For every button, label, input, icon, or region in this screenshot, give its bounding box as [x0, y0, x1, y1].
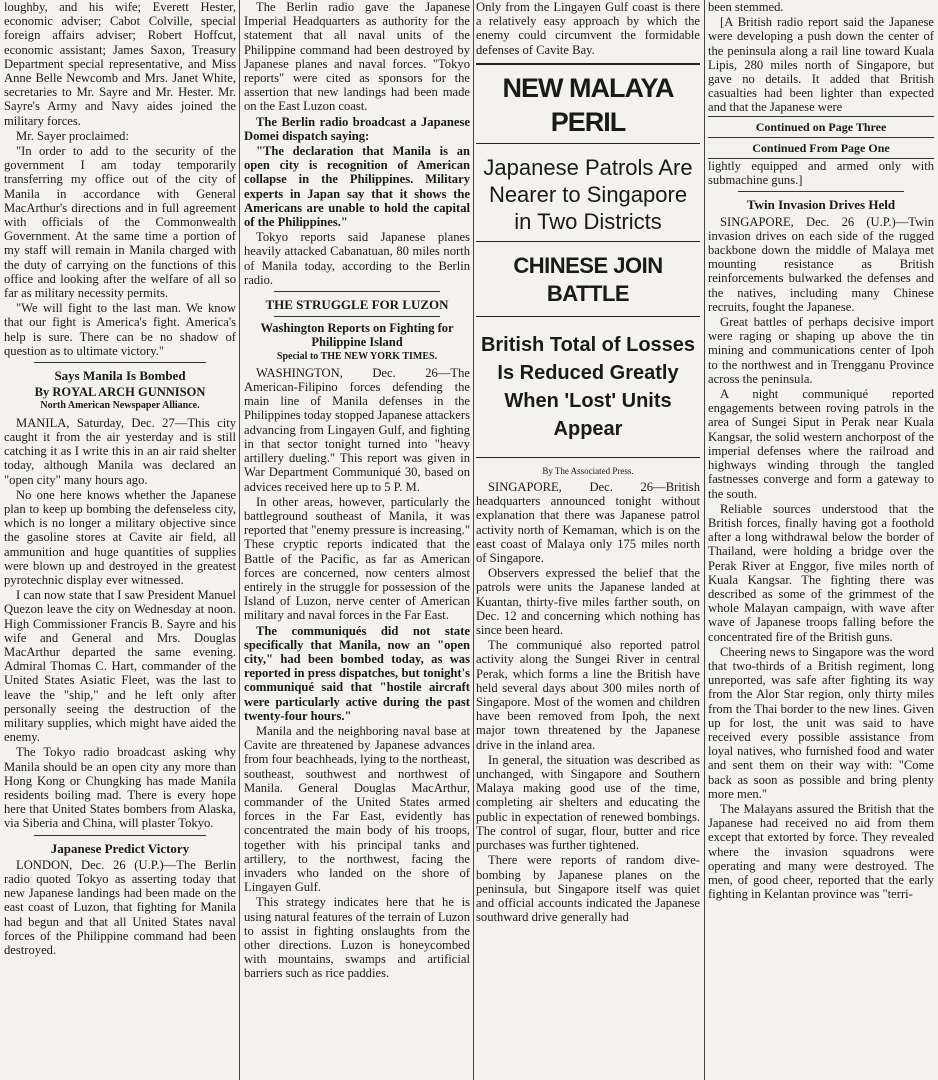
- paragraph: The communiqué also reported patrol activity along the Sungei River in central Perak, which forms a line the British have held several days about 300 miles north of Singapore. Most of the women and children have been removed from Ipoh, the next major town threatened by the Japanese drive in the inland area.: [476, 638, 700, 752]
- story-headline: Washington Reports on Fighting for Philippine Island: [260, 321, 454, 350]
- paragraph: There were reports of random dive-bombing by Japanese planes on the peninsula, but Singapore itself was quiet and official accounts indicated the Japanese southward drive generally had: [476, 853, 700, 925]
- paragraph: The Berlin radio broadcast a Japanese Domei dispatch saying:: [244, 114, 470, 143]
- story-headline: Says Manila Is Bombed: [54, 368, 186, 384]
- paragraph: In other areas, however, particularly the battleground southeast of Manila, it was reported that "enemy pressure is increasing." These cryptic reports indicated that the Battle of the Pacific, as far as American forces are concerned, now centers almost entirely in the struggle for possession of the Island of Luzon, nerve center of American military and naval forces in the Far East.: [244, 494, 470, 623]
- paragraph: Tokyo reports said Japanese planes heavily attacked Cabanatuan, 80 miles north of Manila today, according to the Berlin radio.: [244, 230, 470, 287]
- paragraph: I can now state that I saw President Manuel Quezon leave the city on Wednesday at noon. High Commissioner Francis B. Sayre and his wife and General and Mrs. Douglas MacArthur departed the same evening. Admiral Thomas C. Hart, commander of the United States Asiatic Fleet, was the last to leave the "ship," and he left only after personally seeing the destruction of the military supplies, which might have aided the enemy.: [4, 588, 236, 745]
- section-headline: THE STRUGGLE FOR LUZON: [265, 297, 449, 313]
- agency-credit: Special to THE NEW YORK TIMES.: [276, 350, 438, 362]
- paragraph: Reliable sources understood that the British forces, finally having got a foothold after a long withdrawal below the border of Thailand, were holding a bridge over the Perak River at Enggor, five miles north of Kuala Kangsar. The fighting there was described as some of the grimmest of the whole Malayan campaign, with wave after wave of Japanese troops falling before the concentrated fire of the British guns.: [708, 501, 934, 644]
- paragraph: Mr. Sayer proclaimed:: [16, 128, 129, 143]
- paragraph: loughby, and his wife; Everett Hester, economic adviser; Cabot Colville, special foreign affairs adviser; Robert Hoffcut, economic assistant; James Saxon, Treasury Department special representative, and Miss Anne Belle Newcomb and Mrs. Janet White, secretaries to Mr. Sayre and Mr. Hester. Mr. Sayre's Army and Navy aides joined the military forces.: [4, 0, 236, 128]
- paragraph: "In order to add to the security of the government I am today temporarily transferring my office out of the city of Manila in accordance with General MacArthur's directions and in full agreement with officials of the Commonwealth Government. At the same time a portion of my staff will remain in Manila charged with the duty of carrying on the functions of this office and looking after the welfare of all so far as military necessity permits.: [4, 144, 236, 301]
- paragraph: Manila and the neighboring naval base at Cavite are threatened by Japanese advances from four beachheads, lying to the northeast, southeast, southwest and northwest of Manila. General Douglas MacArthur, commander of the United States armed forces in the Far East, evidently has concentrated the main body of his troops, together with his principal tanks and artillery, to the northwest, facing the invaders who landed on the shore of Lingayen Gulf.: [244, 723, 470, 895]
- agency-credit: North American Newspaper Alliance.: [40, 400, 200, 412]
- paragraph: lightly equipped and armed only with submachine guns.]: [708, 159, 934, 188]
- paragraph: "We will fight to the last man. We know that our fight is America's fight. America's help is sure. There can be no shadow of question as to ultimate victory.": [4, 301, 236, 358]
- column-rule: [239, 0, 240, 1080]
- agency-credit: By The Associated Press.: [542, 465, 634, 476]
- story-headline: Japanese Predict Victory: [50, 840, 190, 856]
- paragraph: been stemmed.: [708, 0, 784, 14]
- column-3: [476, 0, 700, 925]
- paragraph: Cheering news to Singapore was the word that two-thirds of a British regiment, long unreported, was safe after fighting its way from the Alor Star region, only thirty miles from the Thai border to the new lines. Given up for lost, the unit was said to have received every possible assistance from loyal natives, who furnished food and water and sent them on their way with: "Come back as soon as possible and bring plenty more men.": [708, 644, 934, 801]
- column-1: [4, 0, 236, 958]
- divider: [738, 191, 904, 192]
- jump-line: Continued From Page One: [708, 138, 934, 159]
- paragraph: SINGAPORE, Dec. 26 (U.P.)—Twin invasion drives on each side of the rugged backbone down the middle of Malaya met mounting resistance as British reinforcements bulwarked the defenses and the natives, including many Chinese recruits, fought the Japanese.: [708, 214, 934, 314]
- paragraph: Great battles of perhaps decisive import were raging or shaping up above the tin mining and communications center of Ipoh to the northwest and in Trengganu Province across the peninsula.: [708, 315, 934, 386]
- paragraph: "The declaration that Manila is an open city is recognition of American collapse in the Philippines. Military experts in Japan say that it shows the Americans are unable to hold the capital of the Philippines.": [244, 144, 470, 230]
- column-4: [708, 0, 934, 902]
- paragraph: [A British radio report said the Japanese were developing a push down the center of the peninsula along a rail line toward Kuala Lipis, 280 miles north of Singapore, but gave no details. It added that British casualties had been lighter than expected and that the Japanese were: [708, 15, 934, 115]
- column-rule: [473, 0, 474, 1080]
- paragraph: Observers expressed the belief that the patrols were units the Japanese landed at Kuantan, thirty-five miles farther south, on Dec. 12 and concerning which nothing has since been heard.: [476, 566, 700, 638]
- paragraph: No one here knows whether the Japanese plan to keep up bombing the defenseless city, which is no longer a military objective since the gasoline stores at Cavite air field, all ammunition and huge quantities of supplies were blown up and destroyed in the greatest pyrotechnic display ever witnessed.: [4, 487, 236, 587]
- divider: [34, 835, 206, 836]
- paragraph: A night communiqué reported engagements between roving patrols in the area of Sungei Siput in Perak near Kuala Kangsar, the solid western anchorpost of the imperial defenses where the railroad and highways winding through the tangled fastnesses converge and form a gateway to the south.: [708, 387, 934, 501]
- byline: By ROYAL ARCH GUNNISON: [34, 385, 206, 400]
- paragraph: Only from the Lingayen Gulf coast is there a relatively easy approach by which the enemy could circumvent the formidable defenses of Cavite Bay.: [476, 0, 700, 57]
- paragraph: WASHINGTON, Dec. 26—The American-Filipino forces defending the main line of Manila defenses in the Philippines today stopped Japanese attackers advancing from Lingayen Gulf, and fighting in that sector tonight turned into "heavy artillery dueling." This report was given in War Department Communiqué 30, based on advices received here up to 5 P. M.: [244, 365, 470, 494]
- divider: [274, 291, 440, 292]
- deck-headline: British Total of Losses Is Reduced Greatly When 'Lost' Units Appear: [476, 317, 700, 458]
- paragraph: MANILA, Saturday, Dec. 27—This city caught it from the air yesterday and is still catching it as I write this in an air raid shelter today, although Manila was declared an "open city" many hours ago.: [4, 415, 236, 487]
- banner-headline: NEW MALAYA PERIL: [476, 63, 700, 144]
- jump-line: Continued on Page Three: [708, 116, 934, 138]
- paragraph: The Tokyo radio broadcast asking why Manila should be an open city any more than Hong Kong or Chungking has made Manila residents boiling mad. There is every hope here that United States bombers from Alaska, via Siberia and China, will plaster Tokyo.: [4, 745, 236, 831]
- paragraph: This strategy indicates here that he is using natural features of the terrain of Luzon to assist in fighting onslaughts from the other directions. Luzon is honeycombed with mountains, swamps and artificial barriers such as rice paddies.: [244, 895, 470, 981]
- deck-headline: CHINESE JOIN BATTLE: [476, 242, 700, 317]
- column-rule: [704, 0, 705, 1080]
- paragraph: The Berlin radio gave the Japanese Imperial Headquarters as authority for the statement that all naval units of the Philippine command had been destroyed by Japanese planes and naval forces. "Tokyo reports" were cited as sponsors for the assertion that new landings had been made on the East Luzon coast.: [244, 0, 470, 114]
- story-subhead: Twin Invasion Drives Held: [746, 197, 896, 213]
- deck-headline: Japanese Patrols Are Nearer to Singapore in Two Districts: [476, 144, 700, 242]
- divider: [274, 316, 440, 317]
- paragraph: The communiqués did not state specifically that Manila, now an "open city," had been bombed today, as was reported in press dispatches, but tonight's communiqué said that "hostile aircraft were particularly active during the past twenty-four hours.": [244, 623, 470, 723]
- paragraph: In general, the situation was described as unchanged, with Singapore and Southern Malaya making good use of the time, completing air shelters and educating the public in expectation of renewed bombings. The control of sugar, flour, butter and rice purchases was further tightened.: [476, 752, 700, 853]
- paragraph: The Malayans assured the British that the Japanese had received no aid from them except that extorted by force. They revealed where the invasion squadrons were operating and many were destroyed. The men, of good cheer, reported that the early fighting in Kelantan province was "terri-: [708, 801, 934, 902]
- paragraph: LONDON, Dec. 26 (U.P.)—The Berlin radio quoted Tokyo as asserting today that new Japanese landings had been made on the east coast of Luzon, that fighting for Manila had begun and that all United States naval forces of the Philippine command had been destroyed.: [4, 857, 236, 957]
- paragraph: SINGAPORE, Dec. 26—British headquarters announced tonight without explanation that there was Japanese patrol activity north of Kemaman, which is on the east coast of Malaya only 175 miles north of Singapore.: [476, 480, 700, 566]
- column-2: [244, 0, 470, 982]
- divider: [34, 362, 206, 363]
